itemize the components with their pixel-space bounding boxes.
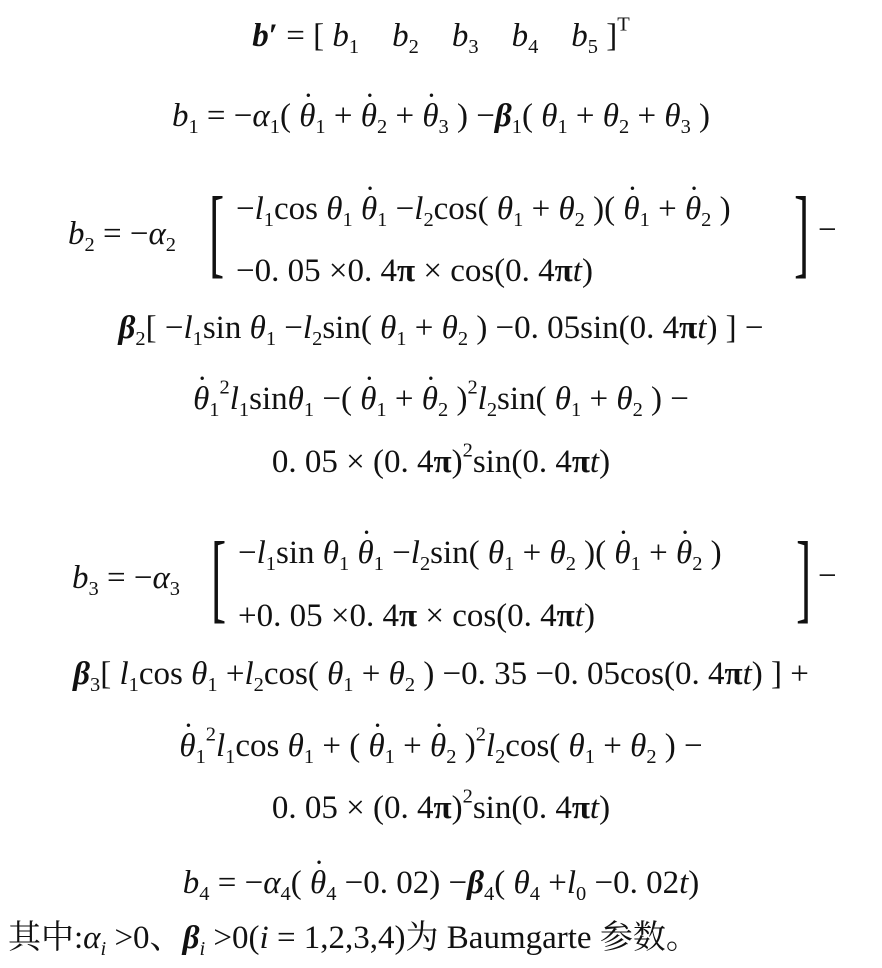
bracket-right: ] — [796, 521, 812, 632]
note-text: 其中$:\alpha_i >0$、$\beta_i >0(i = 1,2,3,4)$为 Baumgarte 参数。 — [8, 920, 699, 961]
minus-sign: − — [818, 558, 837, 594]
equation-b2-bottom: −0. 05 ×0. 4π × cos(0. 4πt) — [236, 253, 593, 289]
equation-b3-line3: · $\theta_1^2l_1\cos$ $\theta_1$ + ( · $\theta_1$ + · $\theta_2$ )$^2l_2\cos$( $\theta_1 + \theta_2$ ) − — [0, 730, 882, 763]
equation-b1: $b_1 = -\alpha_1( \cdot \theta_1$ + · $\theta_2$ + · $\theta_3$ ) $-\beta_1$( $\theta_1 + \theta_2 + \theta_3$ ) — [0, 100, 882, 133]
equation-b3-bottom: +0. 05 ×0. 4π × cos(0. 4πt) — [238, 598, 595, 634]
equation-b2-line2: $\beta_2[ -l_1\sin$ $\theta_1 -l_2\sin$( $\theta_1 + \theta_2$ ) −0. 05sin(0. 4πt) ] − — [118, 310, 764, 351]
equation-b2-line3: · $\theta_1^2l_1\sin\theta_1$ −( · $\theta_1$ + · $\theta_2$ )$^2l_2\sin$( $\theta_1 + \theta_2$ ) − — [0, 383, 882, 416]
equation-b2-lhs: $b_2 = -\alpha_2$ — [68, 216, 176, 257]
equation-b3-line2: $\beta_3$[ $l_1\cos$ $\theta_1 +l_2\cos$( $\theta_1 + \theta_2$ ) −0. 35 −0. 05cos(0. 4πt) ] + — [73, 656, 809, 697]
equation-b3-line4: 0. 05 × (0. 4π)$^2$sin(0. 4πt) — [271, 785, 611, 826]
equation-b4: $b_4 = -\alpha_4( \cdot \theta_4 -0$. $02) -\beta_4$( $\theta_4 +l_0 -0$. 02t) — [0, 867, 882, 900]
equation-b2-top: $-l_1\cos$ $\theta_1 \cdot \theta_1 -l_2\cos$( $\theta_1 + \theta_2$ )( · $\theta_1$ + · $\theta_2$ ) — [236, 193, 731, 226]
equation-b2-line4: 0. 05 × (0. 4π)$^2$sin(0. 4πt) — [271, 439, 611, 480]
bracket-right: ] — [794, 176, 810, 287]
bracket-left: [ — [211, 521, 227, 632]
equation-b3-lhs: $b_3 = -\alpha_3$ — [72, 560, 180, 601]
bracket-left: [ — [209, 176, 225, 287]
minus-sign: − — [818, 212, 837, 248]
equation-b-vector: b′ = [ $b_1$ $b_2$ $b_3$ $b_4$ $b_5$ ]$^T$ — [252, 13, 630, 59]
equation-b3-top: $-l_1\sin$ $\theta_1 \cdot \theta_1 -l_2\sin$( $\theta_1 + \theta_2$ )( · $\theta_1$ + · $\theta_2$ ) — [238, 537, 722, 570]
